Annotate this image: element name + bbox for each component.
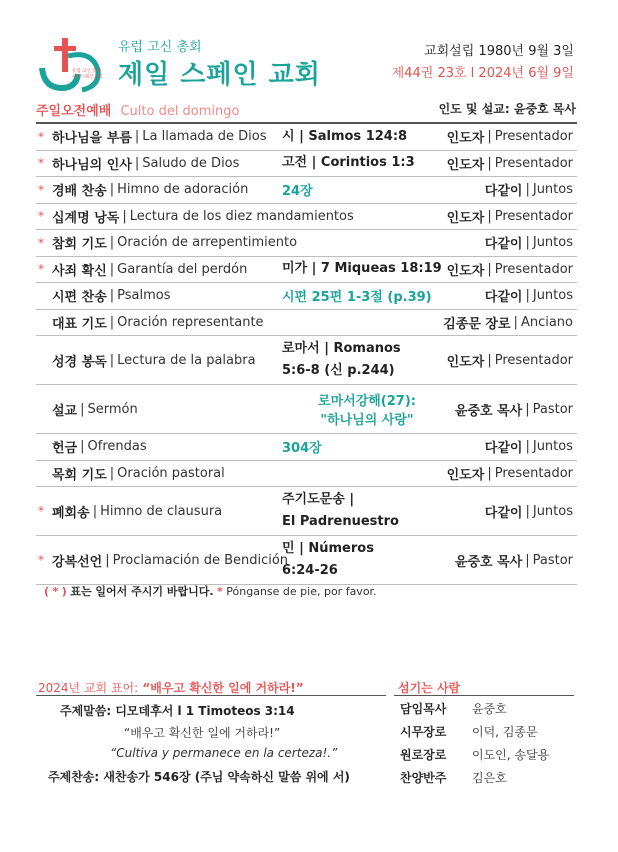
servers-label: 섬기는 사람 — [398, 681, 461, 695]
section-title-es: Culto del domingo — [120, 104, 240, 119]
worship-section-header — [36, 100, 576, 122]
separator: | — [525, 288, 530, 304]
item-presenter — [485, 177, 573, 203]
worship-item-name — [38, 124, 267, 150]
worship-item-name — [38, 310, 264, 336]
separator: | — [513, 314, 518, 330]
worship-item-name — [38, 230, 297, 256]
item-presenter — [447, 336, 573, 384]
separator: | — [109, 352, 115, 368]
worship-item-name — [38, 151, 239, 177]
standing-star-icon: * — [38, 262, 44, 277]
separator: | — [487, 465, 492, 481]
separator: | — [109, 182, 115, 198]
item-detail-line: 시 | Salmos 124:8 — [282, 128, 408, 144]
presenter-ko: 다같이 — [484, 237, 523, 253]
item-es: Oración representante — [117, 314, 264, 330]
worship-item-name — [38, 461, 225, 487]
separator: | — [525, 439, 530, 455]
standing-star-icon: * — [38, 156, 44, 171]
worship-row — [36, 283, 577, 310]
item-ko: 설교 — [52, 403, 78, 419]
standing-star-icon: * — [38, 235, 44, 250]
item-es: Garantía del perdón — [117, 261, 248, 277]
presenter-ko: 다같이 — [484, 290, 523, 306]
assembly-subtitle: 유럽 고신 총회 — [118, 40, 202, 55]
worship-row — [36, 204, 577, 231]
separator: | — [109, 235, 115, 251]
motto-divider — [36, 695, 386, 696]
church-logo — [38, 34, 102, 94]
item-ko: 강복선언 — [52, 554, 103, 570]
worship-row — [36, 385, 577, 434]
item-detail — [282, 204, 452, 230]
standing-star-icon: * — [38, 182, 44, 197]
motto-label — [38, 679, 304, 696]
separator: | — [109, 314, 115, 330]
item-ko: 목회 기도 — [52, 467, 107, 483]
worship-item-name — [38, 385, 138, 433]
item-ko: 폐회송 — [52, 505, 90, 521]
item-presenter — [455, 385, 573, 433]
presenter-ko: 다같이 — [484, 184, 523, 200]
note-ko: 표는 일어서 주시기 바랍니다. — [70, 585, 214, 598]
presenter-es: Anciano — [520, 314, 573, 330]
server-role: 시무장로 — [400, 725, 447, 739]
separator: | — [122, 208, 127, 224]
item-detail-line: 주기도문송 | — [282, 492, 355, 507]
section-leader: 인도 및 설교: 윤중호 목사 — [438, 102, 576, 116]
separator: | — [105, 552, 110, 568]
item-es: Proclamación de Bendición — [112, 552, 289, 568]
item-detail-line-2: 6:24-26 — [282, 563, 338, 578]
order-of-worship — [36, 124, 577, 585]
server-row — [400, 723, 580, 740]
item-ko: 경배 찬송 — [52, 184, 107, 200]
worship-row — [36, 230, 577, 257]
item-detail-line: 미가 | 7 Miqueas 18:19 — [282, 261, 442, 277]
presenter-es: Juntos — [532, 235, 573, 251]
server-role: 담임목사 — [400, 702, 447, 716]
presenter-ko: 인도자 — [446, 263, 485, 279]
item-ko: 십계명 낭독 — [52, 210, 120, 226]
item-presenter — [447, 257, 573, 283]
worship-row — [36, 151, 577, 178]
theme-hymn: 주제찬송: 새찬송가 546장 (주님 약속하신 말씀 위에 서) — [48, 770, 350, 784]
item-es: Ofrendas — [87, 439, 147, 455]
server-names: 김은호 — [472, 771, 507, 785]
separator: | — [525, 503, 530, 519]
worship-row — [36, 487, 577, 536]
item-detail — [282, 151, 452, 177]
separator: | — [525, 552, 530, 568]
church-title: 제일 스페인 교회 — [118, 60, 321, 90]
item-presenter — [447, 204, 573, 230]
item-detail — [282, 177, 452, 203]
separator: | — [109, 465, 115, 481]
item-detail-line: 304장 — [282, 441, 322, 457]
item-es: Oración pastoral — [117, 465, 225, 481]
item-es: Saludo de Dios — [142, 155, 240, 171]
worship-row — [36, 536, 577, 585]
presenter-ko: 인도자 — [446, 157, 485, 173]
separator: | — [487, 129, 492, 145]
item-detail-line: 로마서강해(27): — [318, 394, 416, 409]
worship-item-name — [38, 336, 256, 384]
server-row — [400, 700, 580, 717]
server-row — [400, 746, 580, 763]
item-detail — [282, 124, 452, 150]
item-es: Lectura de los diez mandamientos — [129, 208, 354, 224]
separator: | — [487, 261, 492, 277]
item-detail-line: 24장 — [282, 184, 313, 200]
presenter-es: Juntos — [532, 503, 573, 519]
item-es: Lectura de la palabra — [117, 352, 256, 368]
item-ko: 헌금 — [52, 441, 78, 457]
worship-row — [36, 257, 577, 284]
item-detail — [282, 461, 452, 487]
item-es: Psalmos — [117, 288, 171, 304]
separator: | — [525, 401, 530, 417]
separator: | — [487, 352, 492, 368]
item-detail — [282, 230, 452, 256]
presenter-ko: 김종문 장로 — [443, 316, 511, 332]
separator: | — [487, 208, 492, 224]
theme-quote-ko: “배우고 확신한 일에 거하라!” — [124, 726, 281, 740]
presenter-es: Pastor — [532, 401, 573, 417]
item-es: La llamada de Dios — [142, 129, 267, 145]
issue-date: 제44권 23호 l 2024년 6월 9일 — [391, 66, 574, 81]
item-detail-line: 민 | Números — [282, 541, 374, 556]
item-detail-line: 시편 25편 1-3절 (p.39) — [282, 290, 432, 306]
worship-row — [36, 461, 577, 488]
separator: | — [134, 129, 140, 145]
separator: | — [487, 155, 492, 171]
item-ko: 성경 봉독 — [52, 354, 107, 370]
worship-item-name — [38, 283, 171, 309]
item-detail — [282, 385, 452, 433]
item-ko: 참회 기도 — [52, 237, 107, 253]
server-role: 원로장로 — [400, 748, 447, 762]
presenter-ko: 다같이 — [484, 441, 523, 457]
presenter-es: Presentador — [494, 352, 573, 368]
presenter-es: Presentador — [494, 465, 573, 481]
presenter-ko: 다같이 — [484, 505, 523, 521]
item-presenter — [485, 230, 573, 256]
theme-verse: 주제말씀: 디모데후서 l 1 Timoteos 3:14 — [60, 704, 295, 718]
item-presenter — [455, 536, 573, 584]
server-row — [400, 769, 580, 786]
item-detail-line: 고전 | Corintios 1:3 — [282, 155, 415, 171]
item-ko: 하나님을 부름 — [52, 131, 132, 147]
established-date: 교회설립 1980년 9월 3일 — [424, 44, 574, 59]
presenter-es: Presentador — [494, 208, 573, 224]
item-ko: 시편 찬송 — [52, 290, 107, 306]
worship-row — [36, 336, 577, 385]
separator: | — [92, 503, 98, 519]
presenter-ko: 인도자 — [446, 210, 485, 226]
item-detail-line-2: "하나님의 사랑" — [320, 413, 414, 428]
standing-note — [44, 583, 377, 599]
presenter-es: Presentador — [494, 129, 573, 145]
item-detail-line-2: 5:6-8 (신 p.244) — [282, 363, 395, 378]
item-presenter — [485, 283, 573, 309]
presenter-ko: 윤중호 목사 — [454, 403, 523, 419]
worship-row — [36, 310, 577, 337]
theme-quote-es: “Cultiva y permanece en la certeza!.” — [110, 746, 338, 760]
motto-text: “배우고 확신한 일에 거하라!” — [142, 681, 304, 695]
logo-text-1: 유럽 고신 총회 — [72, 69, 101, 74]
item-detail — [282, 257, 452, 283]
worship-item-name — [38, 536, 288, 584]
item-detail — [282, 536, 452, 584]
motto-year-label: 2024년 교회 표어: — [38, 681, 139, 695]
presenter-es: Presentador — [494, 261, 573, 277]
note-paren-open: ( — [44, 585, 50, 598]
item-detail-line: 로마서 | Romanos — [282, 341, 401, 356]
note-star-2: * — [217, 585, 223, 598]
note-es: Pónganse de pie, por favor. — [226, 585, 377, 598]
logo-text-2: 제일스페인교회 — [72, 75, 102, 80]
item-detail — [282, 434, 452, 460]
note-paren-close: ) — [61, 585, 67, 598]
item-detail-line-2: El Padrenuestro — [282, 514, 399, 529]
server-names: 윤중호 — [472, 702, 507, 716]
separator: | — [134, 155, 140, 171]
separator: | — [80, 439, 85, 455]
item-detail — [282, 283, 452, 309]
standing-star-icon: * — [38, 553, 44, 567]
server-names: 이덕, 김종문 — [472, 725, 538, 739]
worship-item-name — [38, 177, 248, 203]
standing-star-icon: * — [38, 504, 44, 518]
presenter-es: Juntos — [532, 288, 573, 304]
item-ko: 대표 기도 — [52, 316, 107, 332]
presenter-es: Juntos — [532, 182, 573, 198]
note-star: * — [52, 585, 59, 598]
item-presenter — [443, 310, 573, 336]
separator: | — [80, 401, 85, 417]
item-presenter — [447, 461, 573, 487]
servers-divider — [394, 695, 574, 696]
item-ko: 사죄 확신 — [52, 263, 107, 279]
section-title-ko: 주일오전예배 — [36, 104, 112, 119]
item-detail — [282, 487, 452, 535]
separator: | — [109, 288, 115, 304]
item-presenter — [485, 487, 573, 535]
presenter-ko: 인도자 — [446, 467, 485, 483]
worship-item-name — [38, 434, 147, 460]
item-es: Himno de adoración — [117, 182, 249, 198]
item-es: Himno de clausura — [100, 503, 223, 519]
presenter-es: Juntos — [532, 439, 573, 455]
presenter-ko: 윤중호 목사 — [454, 554, 523, 570]
presenter-es: Presentador — [494, 155, 573, 171]
worship-row — [36, 434, 577, 461]
item-es: Oración de arrepentimiento — [117, 235, 298, 251]
presenter-es: Pastor — [532, 552, 573, 568]
separator: | — [525, 235, 530, 251]
presenter-ko: 인도자 — [446, 131, 485, 147]
item-detail — [282, 336, 452, 384]
item-presenter — [485, 434, 573, 460]
separator: | — [525, 182, 530, 198]
item-presenter — [447, 151, 573, 177]
item-detail — [282, 310, 452, 336]
server-names: 이도인, 송달용 — [472, 748, 550, 762]
separator: | — [109, 261, 115, 277]
server-role: 찬양반주 — [400, 771, 447, 785]
worship-item-name — [38, 257, 247, 283]
standing-star-icon: * — [38, 209, 44, 224]
standing-star-icon: * — [38, 129, 44, 144]
worship-row — [36, 124, 577, 151]
item-ko: 하나님의 인사 — [52, 157, 132, 173]
presenter-ko: 인도자 — [446, 354, 485, 370]
item-presenter — [447, 124, 573, 150]
worship-item-name — [38, 487, 222, 535]
item-es: Sermón — [87, 401, 138, 417]
worship-row — [36, 177, 577, 204]
